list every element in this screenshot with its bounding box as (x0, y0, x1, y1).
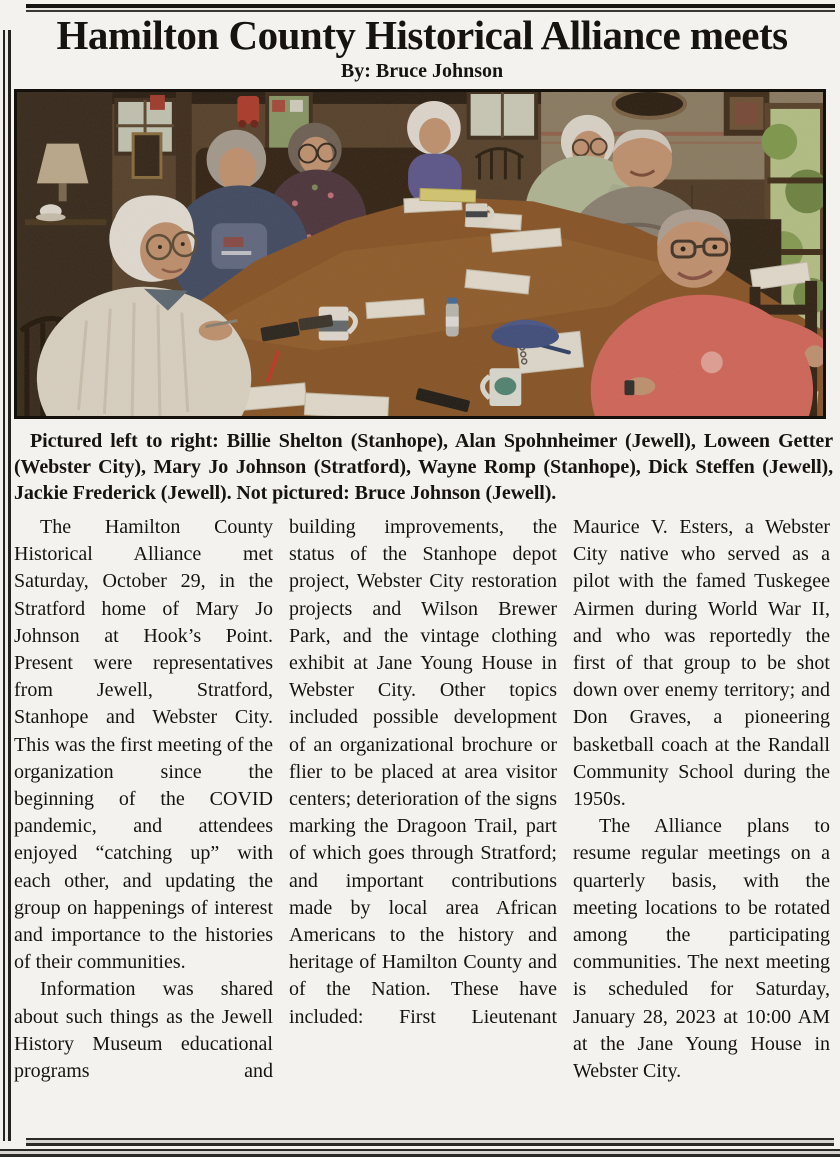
bottom-double-rule-outer (0, 1149, 840, 1157)
article-columns (14, 514, 830, 1085)
column-1 (14, 514, 273, 1085)
bottom-double-rule-inner (26, 1138, 834, 1146)
article-photo (14, 89, 826, 419)
column-2 (289, 514, 557, 1085)
paragraph: The Hamilton County Historical Alliance met Saturday, October 29, in the Stratford home of Mary Jo Johnson at Hook’s Point. Present were representatives from Jewell, Stratford, Stanhope and Webster City. This was the first meeting of the organization since the beginning of the COVID pandemic, and attendees enjoyed “catching up” with each other, and updating the group on happenings of interest and importance to the histories of their communities. (14, 516, 273, 974)
column-3 (573, 514, 830, 1085)
paragraph: Maurice V. Esters, a Webster City native who served as a pilot with the famed Tuskegee Airmen during World War II, and who was reportedly the first of that group to be shot down over enemy territory; and Don Graves, a pioneering basketball coach at the Randall Community School during the 1950s. (573, 516, 830, 811)
photo-caption: Pictured left to right: Billie Shelton (Stanhope), Alan Spohnheimer (Jewell), Loween Getter (Webster City), Mary Jo Johnson (Stratford), Wayne Romp (Stanhope), Dick Steffen (Jewell), Jackie Frederick (Jewell). Not pictured: Bruce Johnson (Jewell). (14, 430, 833, 504)
paragraph: The Alliance plans to resume regular meetings on a quarterly basis, with the meeting locations to be rotated among the participating communities. The next meeting is scheduled for Saturday, January 28, 2023 at 10:00 AM at the Jane Young House in Webster City. (573, 815, 830, 1083)
paragraph: Information was shared about such things as the Jewell History Museum educational programs and (14, 978, 273, 1083)
left-double-rule (3, 30, 11, 1141)
top-double-rule (26, 4, 835, 12)
photo-illustration (17, 92, 823, 416)
article-byline: By: Bruce Johnson (340, 60, 504, 82)
paragraph: building improvements, the status of the Stanhope depot project, Webster City restoration projects and Wilson Brewer Park, and the vintage clothing exhibit at Jane Young House in Webster City. Other topics included possible development of an organizational brochure or flier to be placed at area visitor centers; deterioration of the signs marking the Dragoon Trail, part of which goes through Stratford; and important contributions made by local area African Americans to the history and heritage of Hamilton County and of the Nation. These have included: First Lieutenant (289, 516, 557, 1028)
article-title: Hamilton County Historical Alliance meets (56, 12, 788, 58)
article-content (14, 12, 833, 1085)
